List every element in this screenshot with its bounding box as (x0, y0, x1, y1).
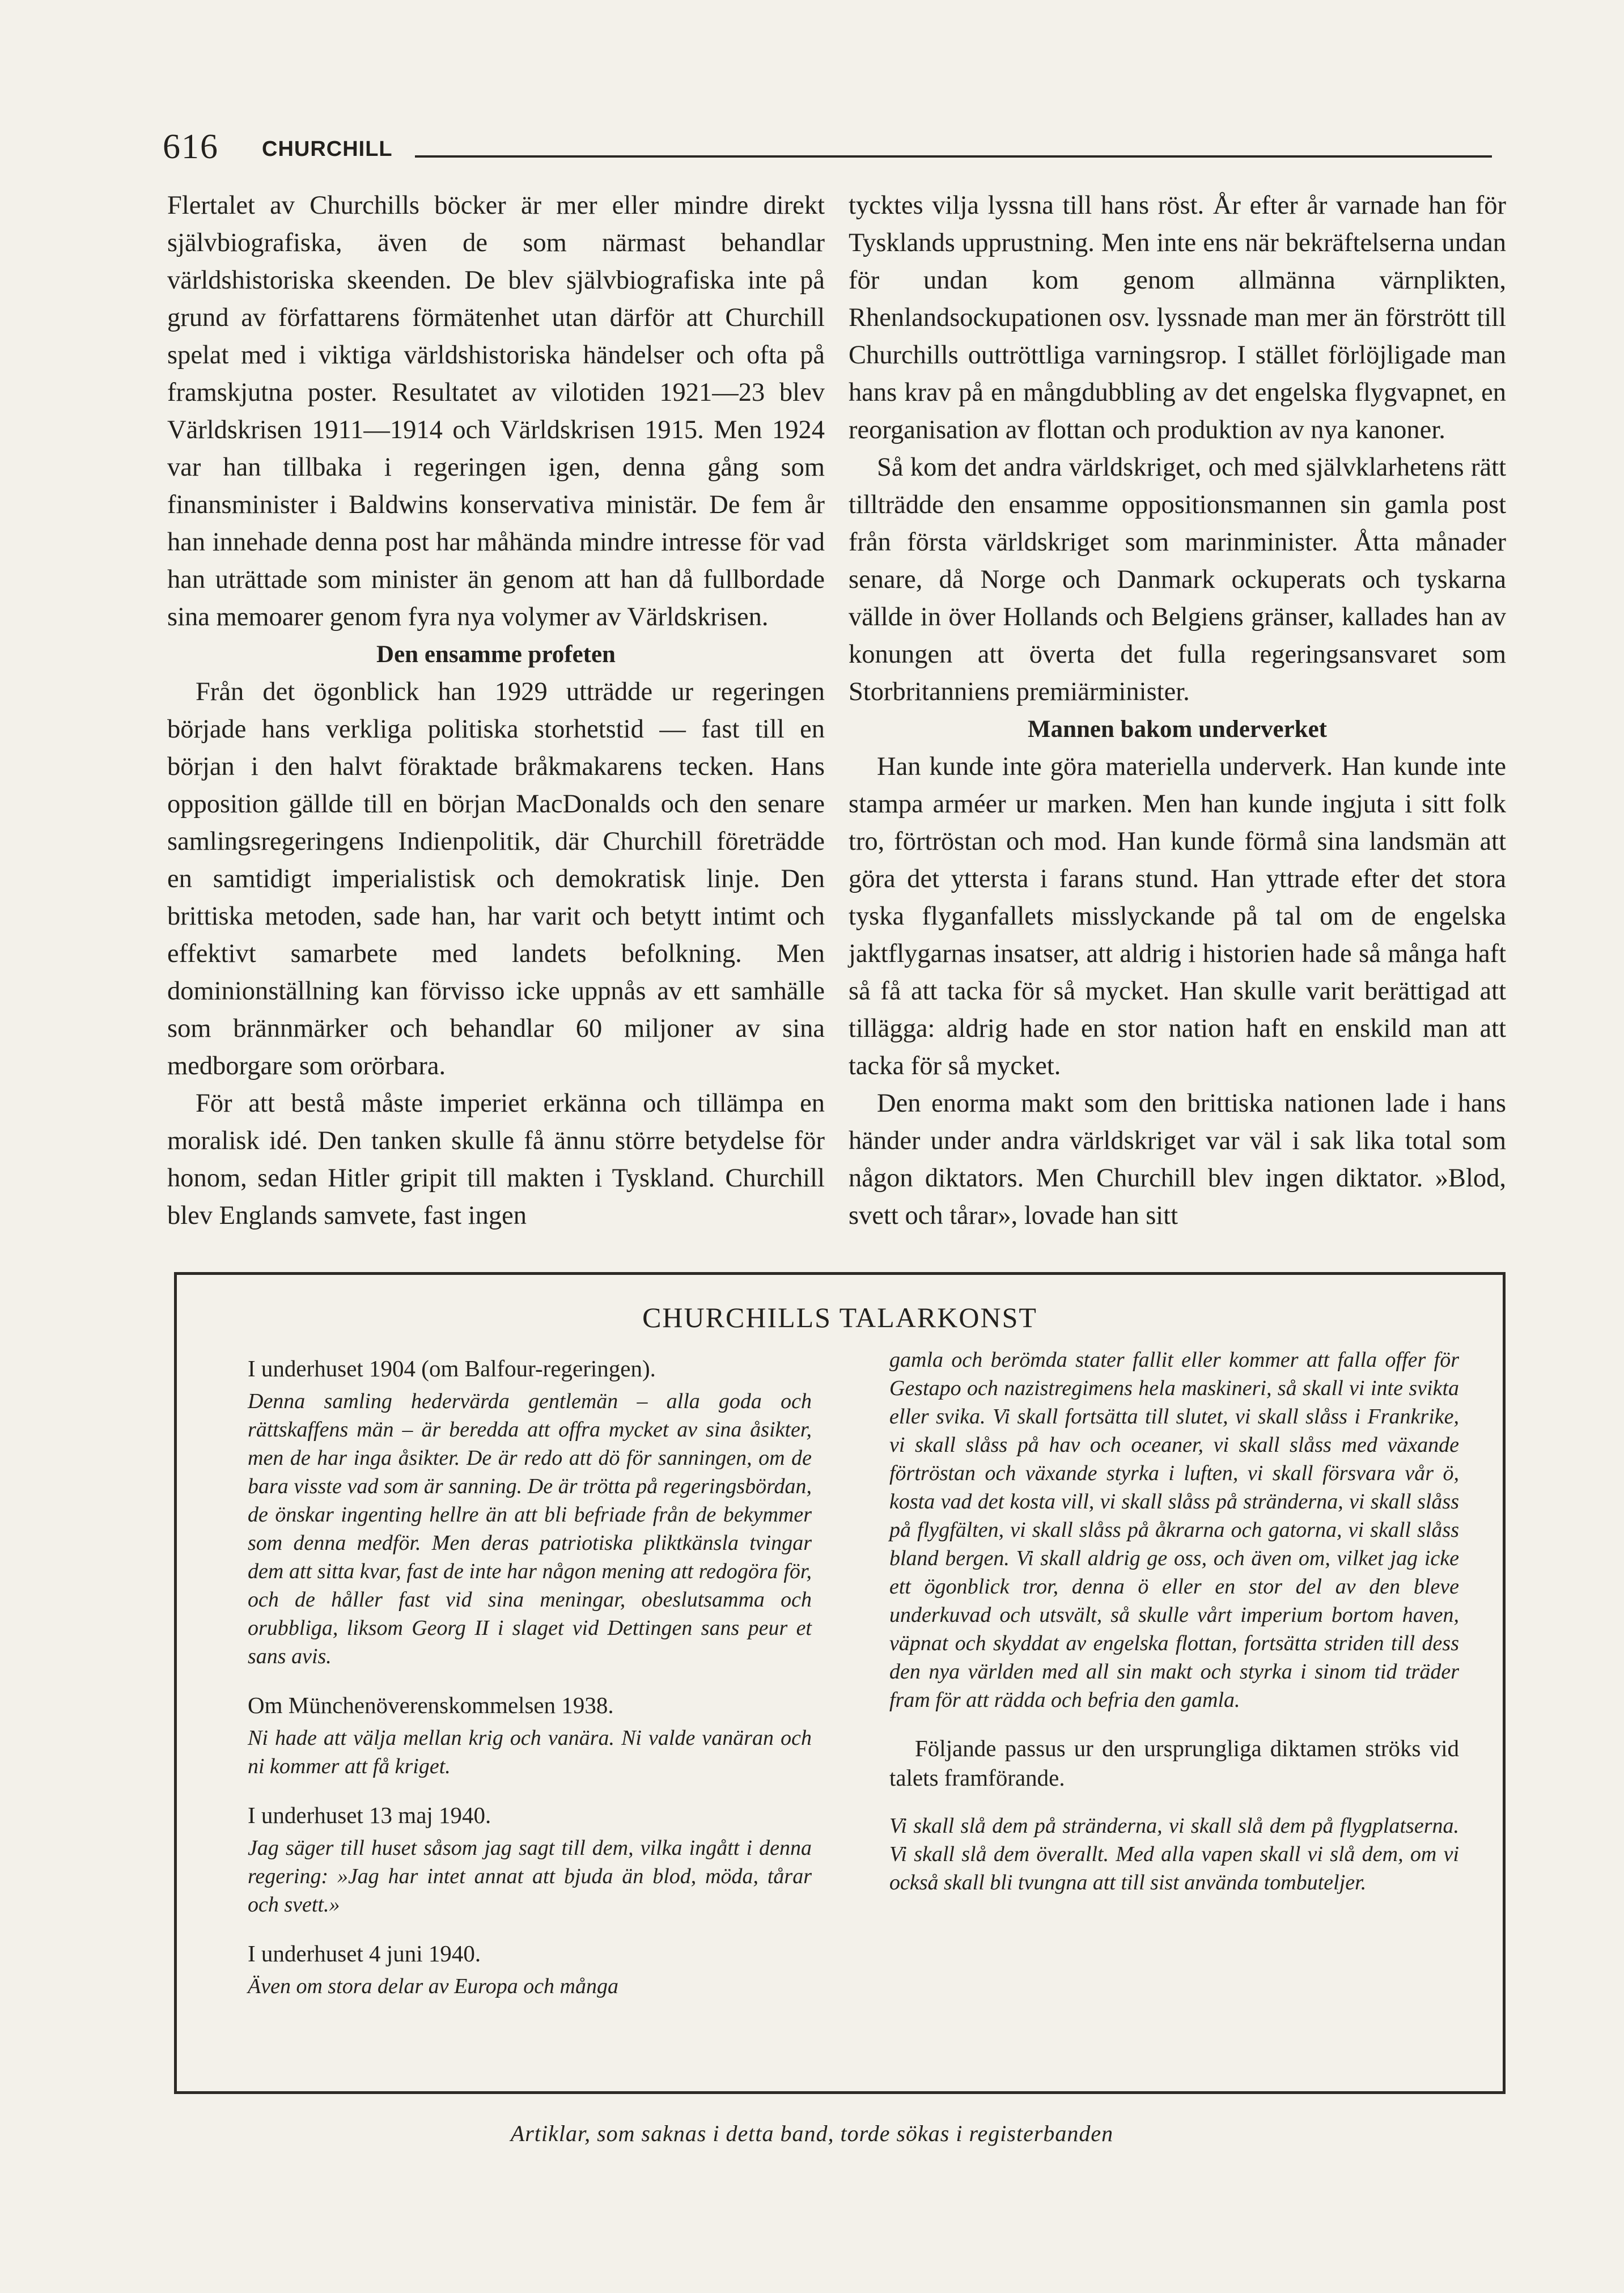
quote-text: Jag säger till huset såsom jag sagt till dem, vilka ingått i denna regering: »Jag har intet annat att bjuda än blod, möda, tårar och svett.» (248, 1836, 812, 1917)
right-column (849, 187, 1506, 1235)
running-head: CHURCHILL (262, 137, 393, 161)
quote-box (174, 1272, 1506, 2094)
left-column (167, 187, 825, 1235)
quote-intro: Om Münchenöverenskommelsen 1938. (248, 1692, 614, 1718)
box-left-column (242, 1353, 812, 2020)
box-title: CHURCHILLS TALARKONST (642, 1302, 1037, 1333)
paragraph: Den enorma makt som den brittiska nationen lade i hans händer under andra världskriget var väl i sak lika total som någon diktators. Men Churchill blev ingen diktator. »Blod, svett och tårar», lovade han sitt (849, 1089, 1506, 1230)
quote-text: Ni hade att välja mellan krig och vanära. Ni valde vanäran och ni kommer att få kriget. (248, 1726, 812, 1778)
paragraph: Från det ögonblick han 1929 utträdde ur regeringen började hans verkliga politiska storhetstid — fast till en början i den halvt föraktade bråkmakarens tecken. Hans opposition gällde till en början MacDonalds och den senare samlingsregeringens Indienpolitik, där Churchill företrädde en samtidigt imperialistisk och demokratisk linje. Den brittiska metoden, sade han, har varit och betytt intimt och effektivt samarbete med landets befolkning. Men dominionställning kan förvisso icke uppnås av ett samhälle som brännmärker och behandlar 60 miljoner av sina medborgare som orörbara. (167, 677, 825, 1080)
header-rule (415, 155, 1492, 158)
paragraph: För att bestå måste imperiet erkänna och tillämpa en moralisk idé. Den tanken skulle få ännu större betydelse för honom, sedan Hitler gripit till makten i Tyskland. Churchill blev Englands samvete, fast ingen (167, 1089, 825, 1230)
quote-intro: I underhuset 1904 (om Balfour-regeringen). (248, 1355, 656, 1381)
section-heading: Den ensamme profeten (376, 641, 616, 668)
quote-intro: I underhuset 4 juni 1940. (248, 1940, 481, 1966)
quote-text: Vi skall slå dem på stränderna, vi skall slå dem på flygplatserna. Vi skall slå dem överallt. Med alla vapen skall vi slå dem, om vi också skall bli tvungna att till sist använda tombuteljer. (889, 1814, 1459, 1894)
quote-intro: Följande passus ur den ursprungliga diktamen ströks vid talets framförande. (889, 1735, 1459, 1791)
footer-note: Artiklar, som saknas i detta band, torde sökas i registerbanden (510, 2121, 1114, 2146)
box-right-column (889, 1346, 1459, 1916)
page-number: 616 (163, 128, 219, 166)
paragraph: Flertalet av Churchills böcker är mer eller mindre direkt självbiografiska, även de som närmast behandlar världshistoriska skeenden. De blev självbiografiska inte på grund av författarens förmätenhet utan därför att Churchill spelat med i viktiga världshistoriska händelser och ofta på framskjutna poster. Resultatet av vilotiden 1921—23 blev Världskrisen 1911—1914 och Världskrisen 1915. Men 1924 var han tillbaka i regeringen igen, denna gång som finansminister i Baldwins konservativa ministär. De fem år han innehade denna post har måhända mindre intresse för vad han uträttade som minister än genom att han då fullbordade sina memoarer genom fyra nya volymer av Världskrisen. (167, 191, 825, 631)
quote-text: gamla och berömda stater fallit eller kommer att falla offer för Gestapo och nazistregimens hela maskineri, så skall vi inte svikta eller svika. Vi skall fortsätta till slutet, vi skall slåss i Frankrike, vi skall slåss på hav och oceaner, vi skall slåss med växande förtröstan och växande styrka i luften, vi skall försvara vår ö, kosta vad det kosta vill, vi skall slåss på stränderna, vi skall slåss på flygfälten, vi skall slåss på åkrarna och gatorna, vi skall slåss bland bergen. Vi skall aldrig ge oss, och även om, vilket jag icke ett ögonblick tror, denna ö eller en stor del av den bleve underkuvad och utsvält, så skulle vårt imperium bortom haven, väpnat och skyddat av engelska flottan, fortsätta striden till dess den nya världen med all sin makt och styrka i sinom tid träder fram för att rädda och befria den gamla. (889, 1348, 1459, 1712)
paragraph: Så kom det andra världskriget, och med självklarhetens rätt tillträdde den ensamme oppositionsmannen sin gamla post från första världskriget som marinminister. Åtta månader senare, då Norge och Danmark ockuperats och tyskarna vällde in över Hollands och Belgiens gränser, kallades han av konungen att överta det fulla regeringsansvaret som Storbritanniens premiärminister. (849, 453, 1506, 706)
quote-text: Denna samling hedervärda gentlemän – alla goda och rättskaffens män – är beredda att offra mycket av sina åsikter, men de har inga åsikter. De är redo att dö för sanningen, om de bara visste vad som är sanning. De är trötta på regeringsbördan, de önskar ingenting hellre än att bli befriade från de bekymmer som denna medför. Men deras patriotiska pliktkänsla tvingar dem att sitta kvar, fast de inte har någon mening att redogöra för, och de håller fast vid sina meningar, obeslutsamma och orubbliga, liksom Georg II i slaget vid Dettingen sans peur et sans avis. (248, 1389, 812, 1668)
page-header (163, 125, 1492, 170)
paragraph: Han kunde inte göra materiella underverk. Han kunde inte stampa arméer ur marken. Men han kunde ingjuta i sitt folk tro, förtröstan och mod. Han kunde förmå sina landsmän att göra det yttersta i farans stund. Han yttrade efter det stora tyska flyganfallets misslyckande på tal om de engelska jaktflygarnas insatser, att aldrig i historien hade så många haft så få att tacka för så mycket. Han skulle varit berättigad att tillägga: aldrig hade en stor nation haft en enskild man att tacka för så mycket. (849, 752, 1506, 1080)
quote-intro: I underhuset 13 maj 1940. (248, 1802, 491, 1828)
paragraph: tycktes vilja lyssna till hans röst. År efter år varnade han för Tysklands upprustning. Men inte ens när bekräftelserna undan för undan kom genom allmänna värnplikten, Rhenlandsockupationen osv. lyssnade man mer än förstrött till Churchills outtröttliga varningsrop. I stället förlöjligade man hans krav på en mångdubbling av det engelska flygvapnet, en reorganisation av flottan och produktion av nya kanoner. (849, 191, 1506, 444)
section-heading: Mannen bakom underverket (1028, 716, 1327, 743)
quote-text: Även om stora delar av Europa och många (248, 1974, 618, 1998)
